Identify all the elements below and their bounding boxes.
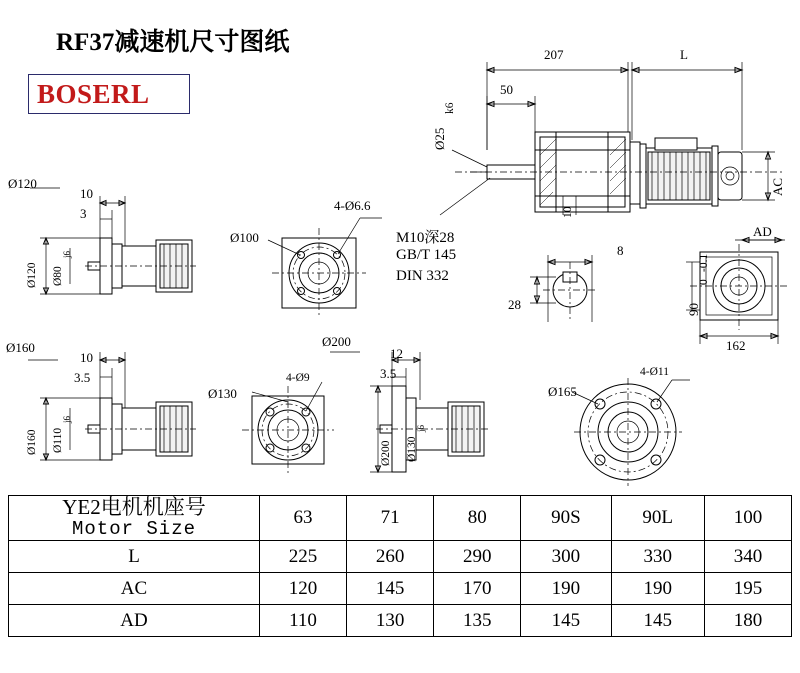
dim-50 (487, 96, 535, 150)
row-AC-value-3: 190 (521, 573, 611, 605)
view-a-pilot-tol-label: j6 (62, 250, 72, 258)
size-cell-3: 90S (521, 496, 611, 541)
dim-AC-label: AC (770, 177, 785, 196)
view-d-holes-label: 4-Ø9 (286, 372, 310, 384)
view-e-dim-3-5-label: 3.5 (380, 366, 397, 381)
row-label-AD: AD (9, 605, 260, 637)
dim-AD-label: AD (753, 224, 772, 239)
view-f-bolt-circle-label: Ø165 (548, 384, 577, 399)
row-AD-value-5: 180 (704, 605, 791, 637)
view-d-bolt-circle-label: Ø130 (208, 386, 237, 401)
dim-162-label: 162 (726, 338, 746, 353)
keyway-section (530, 255, 598, 322)
thread-note-line3: DIN 332 (396, 268, 449, 284)
row-AC-value-1: 145 (347, 573, 434, 605)
view-c-outer-dia-label: Ø160 (6, 340, 35, 355)
motor-size-label-cn: YE2电机机座号 (62, 495, 206, 519)
size-cell-0: 63 (260, 496, 347, 541)
view-e-dim-12-label: 12 (390, 346, 403, 361)
row-label-L: L (9, 541, 260, 573)
shaft-tolerance-label: k6 (444, 102, 456, 114)
view-c-dim-3-5-label: 3.5 (74, 370, 91, 385)
table-row (9, 573, 792, 605)
row-L-value-3: 300 (521, 541, 611, 573)
view-e-flange-dia-label: Ø200 (380, 440, 392, 466)
view-b-holes-label: 4-Ø6.6 (334, 198, 371, 213)
row-AD-value-3: 145 (521, 605, 611, 637)
view-a-outer-dia-label: Ø120 (8, 176, 37, 191)
row-L-value-5: 340 (704, 541, 791, 573)
shaft-diameter-label: Ø25 (432, 127, 447, 150)
view-e-pilot-dia-label: Ø130 (406, 436, 418, 462)
view-e-outer-dia-label: Ø200 (322, 334, 351, 349)
motor-body (640, 138, 742, 208)
view-a-dim-10-label: 10 (80, 186, 93, 201)
view-f-front (572, 378, 690, 486)
dim-L-label: L (680, 47, 688, 62)
size-cell-5: 100 (704, 496, 791, 541)
view-f-holes-label: 4-Ø11 (640, 366, 669, 378)
view-c-dim-10-label: 10 (80, 350, 93, 365)
size-cell-2: 80 (434, 496, 521, 541)
dim-50-label: 50 (500, 82, 513, 97)
view-d-front (242, 382, 334, 474)
row-L-value-1: 260 (347, 541, 434, 573)
dim-90-tol-lower: -0.1 (698, 253, 710, 272)
row-L-value-0: 225 (260, 541, 347, 573)
view-a-dim-3-label: 3 (80, 206, 87, 221)
view-e-pilot-tol-label: j6 (416, 424, 426, 432)
view-c-pilot-dia-label: Ø110 (52, 427, 64, 453)
view-c-flange-dia-label: Ø160 (26, 429, 38, 455)
dim-90-tol-upper: 0 (698, 279, 710, 285)
dim-90-label: 90 (686, 303, 701, 316)
dimension-table (8, 495, 792, 637)
view-b-bolt-circle-label: Ø100 (230, 230, 259, 245)
output-shaft (452, 150, 535, 179)
size-cell-4: 90L (611, 496, 704, 541)
row-AC-value-2: 170 (434, 573, 521, 605)
thread-note-line1: M10深28 (396, 230, 455, 246)
view-b-front (268, 218, 382, 318)
thread-note-line2: GB/T 145 (396, 247, 457, 263)
dim-8-label: 8 (617, 243, 624, 258)
dim-10-label: 10 (562, 206, 574, 218)
row-label-AC: AC (9, 573, 260, 605)
motor-size-label-en: Motor Size (71, 518, 197, 541)
dim-28-label: 28 (508, 297, 521, 312)
row-AD-value-1: 130 (347, 605, 434, 637)
dim-L (632, 62, 742, 150)
row-AC-value-5: 195 (704, 573, 791, 605)
row-AC-value-0: 120 (260, 573, 347, 605)
table-row (9, 605, 792, 637)
table-row (9, 541, 792, 573)
page-title: RF37减速机尺寸图纸 (56, 29, 290, 56)
row-AD-value-4: 145 (611, 605, 704, 637)
dim-207-label: 207 (544, 47, 564, 62)
row-L-value-4: 330 (611, 541, 704, 573)
view-a-pilot-dia-label: Ø80 (52, 266, 64, 286)
row-AC-value-4: 190 (611, 573, 704, 605)
table-header-motor-size (9, 496, 260, 541)
view-a-flange-dia-label: Ø120 (26, 262, 38, 288)
logo-text: BOSERL (37, 79, 150, 109)
thread-note-leader (440, 178, 490, 215)
row-AD-value-0: 110 (260, 605, 347, 637)
size-cell-1: 71 (347, 496, 434, 541)
row-AD-value-2: 135 (434, 605, 521, 637)
view-c-pilot-tol-label: j6 (62, 415, 72, 423)
row-L-value-2: 290 (434, 541, 521, 573)
